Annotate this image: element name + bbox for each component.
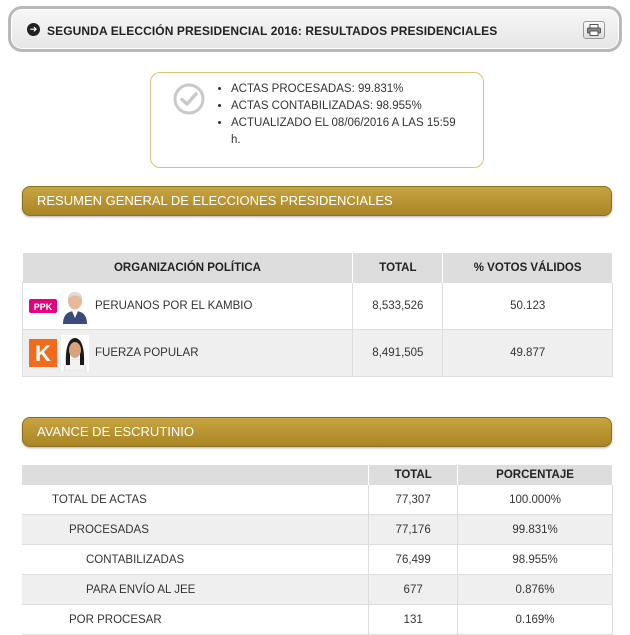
party-name: PERUANOS POR EL KAMBIO <box>95 300 253 312</box>
ppk-logo-icon <box>29 292 57 320</box>
ppk-logo-text: PPK <box>33 302 53 312</box>
arrow-right-circle-icon: ➜ <box>27 23 40 36</box>
print-icon <box>587 24 601 36</box>
percent-cell: 50.123 <box>443 283 613 330</box>
total-cell: 77,307 <box>369 485 458 515</box>
candidate-photo-fuerza-popular <box>61 335 89 371</box>
percentage-cell: 99.831% <box>458 515 613 545</box>
table-row <box>23 330 613 377</box>
status-box <box>150 72 484 168</box>
summary-section-title: RESUMEN GENERAL DE ELECCIONES PRESIDENCIALES <box>22 186 612 216</box>
fuerza-popular-logo-text: K <box>35 341 51 366</box>
total-cell: 76,499 <box>369 545 458 575</box>
column-header-total: TOTAL <box>369 465 458 485</box>
total-votes-cell: 8,491,505 <box>353 330 443 377</box>
status-list <box>217 81 461 149</box>
total-votes-cell: 8,533,526 <box>353 283 443 330</box>
results-header-row <box>23 253 613 283</box>
percentage-cell: 0.169% <box>458 605 613 635</box>
print-button[interactable] <box>583 21 605 39</box>
status-item-counted: • ACTAS CONTABILIZADAS: 98.955% <box>231 98 461 115</box>
table-row <box>22 545 613 575</box>
column-header-label <box>22 465 369 485</box>
table-row <box>23 283 613 330</box>
percentage-cell: 100.000% <box>458 485 613 515</box>
status-item-processed: • ACTAS PROCESADAS: 99.831% <box>231 81 461 98</box>
organization-cell <box>23 330 353 377</box>
page-header <box>8 6 622 52</box>
total-cell: 77,176 <box>369 515 458 545</box>
column-header-percentage: PORCENTAJE <box>458 465 613 485</box>
total-cell: 677 <box>369 575 458 605</box>
column-header-organization: ORGANIZACIÓN POLÍTICA <box>23 253 353 283</box>
page-title: SEGUNDA ELECCIÓN PRESIDENCIAL 2016: RESULTADOS PRESIDENCIALES <box>47 24 498 38</box>
table-row <box>22 485 613 515</box>
table-row <box>22 515 613 545</box>
percentage-cell: 98.955% <box>458 545 613 575</box>
row-label: CONTABILIZADAS <box>22 545 369 575</box>
progress-table <box>22 465 613 635</box>
column-header-percent: % VOTOS VÁLIDOS <box>443 253 613 283</box>
row-label: POR PROCESAR <box>22 605 369 635</box>
percent-cell: 49.877 <box>443 330 613 377</box>
percentage-cell: 0.876% <box>458 575 613 605</box>
row-label: PROCESADAS <box>22 515 369 545</box>
party-name: FUERZA POPULAR <box>95 347 199 359</box>
status-item-updated: • ACTUALIZADO EL 08/06/2016 A LAS 15:59 h. <box>231 115 461 149</box>
row-label: PARA ENVÍO AL JEE <box>22 575 369 605</box>
table-row <box>22 575 613 605</box>
check-circle-icon <box>173 83 205 115</box>
organization-cell <box>23 283 353 330</box>
total-cell: 131 <box>369 605 458 635</box>
results-table <box>22 253 613 377</box>
fuerza-popular-logo-icon <box>29 339 57 367</box>
row-label: TOTAL DE ACTAS <box>22 485 369 515</box>
progress-header-row <box>22 465 613 485</box>
candidate-photo-ppk <box>61 288 89 324</box>
progress-section-title: AVANCE DE ESCRUTINIO <box>22 417 612 447</box>
column-header-total: TOTAL <box>353 253 443 283</box>
